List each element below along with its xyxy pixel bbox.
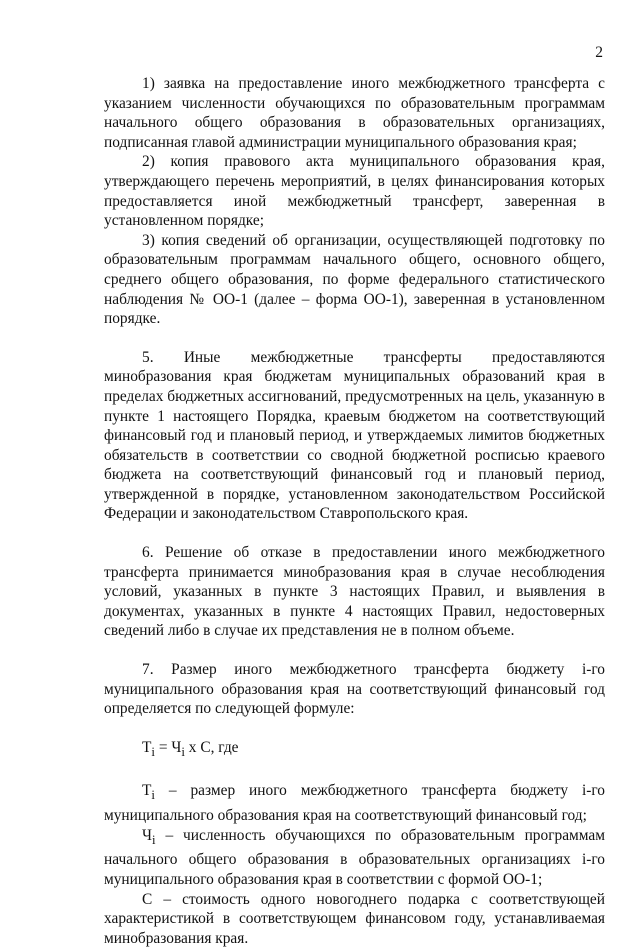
definition-t [104, 781, 605, 825]
definition-ch-symbol: Ч [142, 826, 153, 844]
paragraph-gap [104, 762, 605, 781]
section-5-paragraph: 5. Иные межбюджетные трансферты предоставляются минобразования края бюджетам муниципальных образований края в пределах бюджетных ассигнований, предусмотренных на цель, указанную в пункте 1 настоящего Порядка, краевым бюджетом на соответствующий финансовый год и плановый период, и утверждаемых лимитов бюджетных обязательств в соответствии со сводной бюджетной росписью краевого бюджета на соответствующий финансовый год и плановый период, утвержденной в порядке, установленном законодательством Российской Федерации и законодательством Ставропольского края. [104, 348, 605, 523]
section-7-paragraph: 7. Размер иного межбюджетного трансферта бюджету i-го муниципального образования края на соответствующий финансовый год определяется по следующей формуле: [104, 661, 605, 718]
paragraph-gap [104, 524, 605, 543]
formula-t-subscript: i [151, 744, 155, 759]
definition-t-text: – размер иного межбюджетного трансферта бюджету i-го муниципального образования края на соответствующий финансовый год; [104, 782, 605, 825]
definition-ch [104, 826, 605, 890]
list-item-1: 1) заявка на предоставление иного межбюджетного трансферта с указанием численности обучающихся по образовательным программам начального общего образования в образовательных организациях, подписанная главой администрации муниципального образования края; [104, 75, 605, 151]
paragraph-gap [104, 329, 605, 348]
paragraph-gap [104, 641, 605, 660]
paragraph-gap [104, 719, 605, 738]
definition-t-symbol: T [142, 782, 152, 800]
page-number: 2 [595, 44, 603, 61]
formula-t-symbol: T [142, 738, 152, 756]
formula [104, 738, 605, 763]
formula-ch-subscript: i [181, 744, 185, 759]
document-body [104, 74, 605, 948]
list-item-3: 3) копия сведений об организации, осуществляющей подготовку по образовательным программам начального общего, основного общего, среднего общего образования, по форме федерального статистического наблюдения № ОО-1 (далее – форма ОО-1), заверенная в установленном порядке. [104, 231, 605, 328]
list-item-2: 2) копия правового акта муниципального образования края, утверждающего перечень мероприятий, в целях финансирования которых предоставляется иной межбюджетный трансферт, заверенная в установленном порядке; [104, 153, 605, 230]
definition-ch-text: – численность обучающихся по образовательным программам начального общего образования в образовательных организациях i-го муниципального образования края в соответствии с формой ОО-1; [104, 826, 605, 889]
definition-c: С – стоимость одного новогоднего подарка с соответствующей характеристикой в соответствующем финансовом году, устанавливаемая минобразования края. [104, 890, 605, 947]
formula-rest: х С, где [184, 738, 239, 756]
section-6-paragraph: 6. Решение об отказе в предоставлении иного межбюджетного трансферта принимается минобразования края в случае несоблюдения условий, указанных в пункте 3 настоящих Правил, и выявления в документах, указанных в пункте 4 настоящих Правил, недостоверных сведений либо в случае их представления не в полном объеме. [104, 544, 605, 640]
definition-ch-subscript: i [152, 832, 156, 847]
formula-equals-ch: = Ч [154, 738, 182, 756]
definition-t-subscript: i [151, 788, 155, 803]
